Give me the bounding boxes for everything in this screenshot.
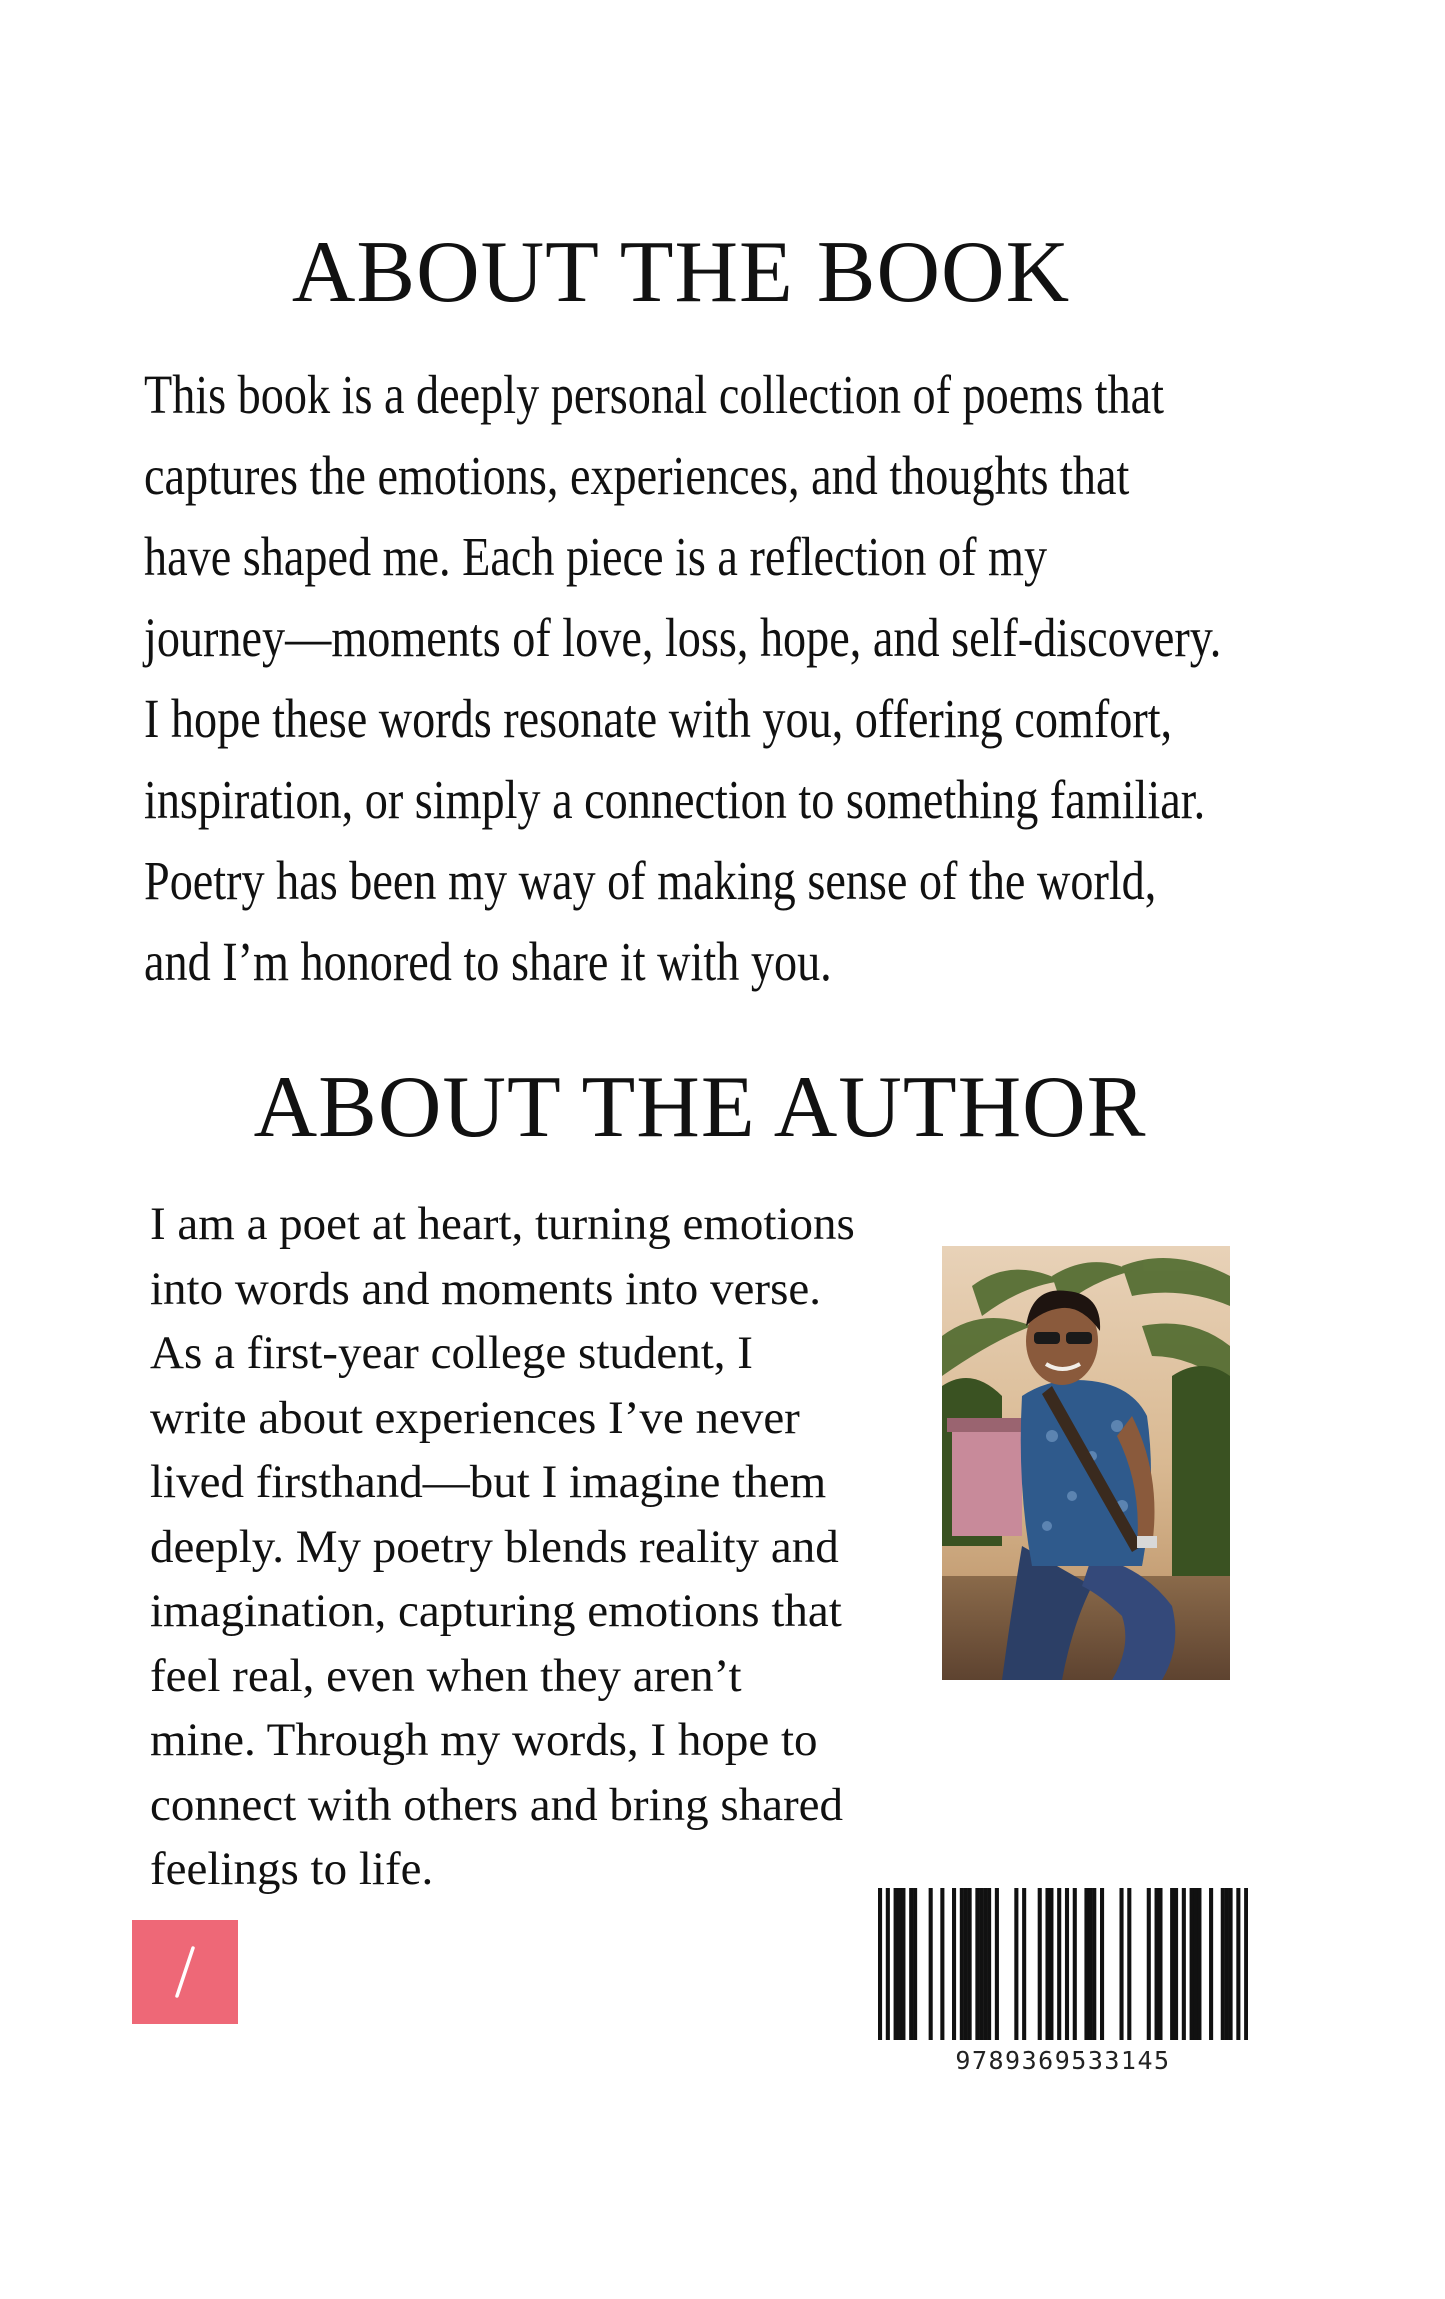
barcode-bar: [1193, 1888, 1197, 2040]
barcode-bar: [1147, 1888, 1151, 2040]
barcode-bar: [1190, 1888, 1194, 2040]
barcode-bar: [886, 1888, 890, 2040]
barcode-bar: [1088, 1888, 1092, 2040]
barcode-bar: [987, 1888, 991, 2040]
barcode-bar: [1174, 1888, 1178, 2040]
about-author-line: lived firsthand—but I imagine them: [150, 1456, 827, 1508]
about-author-line: into words and moments into verse.: [150, 1262, 821, 1315]
barcode-bar: [929, 1888, 933, 2040]
barcode-bar: [909, 1888, 913, 2040]
author-photo-image: [942, 1246, 1230, 1680]
barcode-bar: [1049, 1888, 1053, 2040]
barcode-bar: [1155, 1888, 1159, 2040]
barcode-bar: [913, 1888, 917, 2040]
about-book-line: and I’m honored to share it with you.: [144, 931, 832, 992]
barcode-bar: [1045, 1888, 1049, 2040]
barcode-bar: [1244, 1888, 1248, 2040]
barcode-bar: [960, 1888, 964, 2040]
about-author-line: deeply. My poetry blends reality and: [150, 1520, 839, 1573]
barcode-bar: [968, 1888, 972, 2040]
barcode-bar: [1236, 1888, 1240, 2040]
barcode-bar: [1065, 1888, 1069, 2040]
about-book-line: inspiration, or simply a connection to something familiar.: [144, 769, 1206, 830]
about-author-text: [150, 1192, 930, 1902]
barcode-bar: [897, 1888, 901, 2040]
barcode-bar: [975, 1888, 979, 2040]
barcode-bar: [878, 1888, 882, 2040]
barcode-bar: [952, 1888, 956, 2040]
slash-logo-icon: [165, 1942, 205, 2002]
barcode-bar: [1038, 1888, 1042, 2040]
barcode-bar: [964, 1888, 968, 2040]
barcode-bar: [1073, 1888, 1077, 2040]
barcode-bar: [1092, 1888, 1096, 2040]
barcode-bar: [1158, 1888, 1162, 2040]
about-book-line: captures the emotions, experiences, and thoughts that: [144, 445, 1130, 506]
barcode-bar: [979, 1888, 983, 2040]
barcode-bar: [1084, 1888, 1088, 2040]
about-author-line: As a first-year college student, I: [150, 1327, 753, 1379]
barcode-bar: [1225, 1888, 1229, 2040]
about-author-line: feelings to life.: [150, 1843, 434, 1895]
about-author-line: feel real, even when they aren’t: [150, 1649, 742, 1702]
about-book-heading: ABOUT THE BOOK: [291, 224, 1071, 321]
about-author-line: connect with others and bring shared: [150, 1778, 844, 1831]
author-photo: [942, 1246, 1230, 1680]
about-author-line: imagination, capturing emotions that: [150, 1585, 842, 1637]
barcode-bar: [1014, 1888, 1018, 2040]
about-book-line: This book is a deeply personal collection of poems that: [144, 364, 1165, 425]
isbn-number: 9789369533145: [955, 2046, 1171, 2075]
barcode-bar: [1022, 1888, 1026, 2040]
barcode-bar: [1229, 1888, 1233, 2040]
publisher-logo: [132, 1920, 238, 2024]
barcode-bar: [995, 1888, 999, 2040]
about-author-line: I am a poet at heart, turning emotions: [150, 1198, 855, 1250]
barcode-bar: [1182, 1888, 1186, 2040]
about-author-heading: ABOUT THE AUTHOR: [253, 1059, 1147, 1156]
barcode-bar: [1170, 1888, 1174, 2040]
about-book-text: [144, 354, 1320, 1002]
about-book-line: Poetry has been my way of making sense of the world,: [144, 850, 1157, 911]
barcode-bar: [1057, 1888, 1061, 2040]
isbn-barcode: [878, 1888, 1248, 2080]
barcode-bar: [1119, 1888, 1123, 2040]
barcode-bars: [878, 1888, 1248, 2040]
barcode-bar: [1197, 1888, 1201, 2040]
barcode-bar: [1100, 1888, 1104, 2040]
barcode-bar: [1209, 1888, 1213, 2040]
about-author-line: write about experiences I’ve never: [150, 1391, 800, 1444]
barcode-bar: [983, 1888, 987, 2040]
about-book-line: I hope these words resonate with you, offering comfort,: [144, 688, 1173, 749]
barcode-bar: [1127, 1888, 1131, 2040]
about-book-line: journey—moments of love, loss, hope, and self-discovery.: [144, 607, 1222, 668]
about-book-line: have shaped me. Each piece is a reflection of my: [144, 526, 1048, 587]
barcode-bar: [940, 1888, 944, 2040]
about-author-line: mine. Through my words, I hope to: [150, 1714, 818, 1766]
barcode-bar: [901, 1888, 905, 2040]
barcode-bar: [894, 1888, 898, 2040]
barcode-bar: [1221, 1888, 1225, 2040]
